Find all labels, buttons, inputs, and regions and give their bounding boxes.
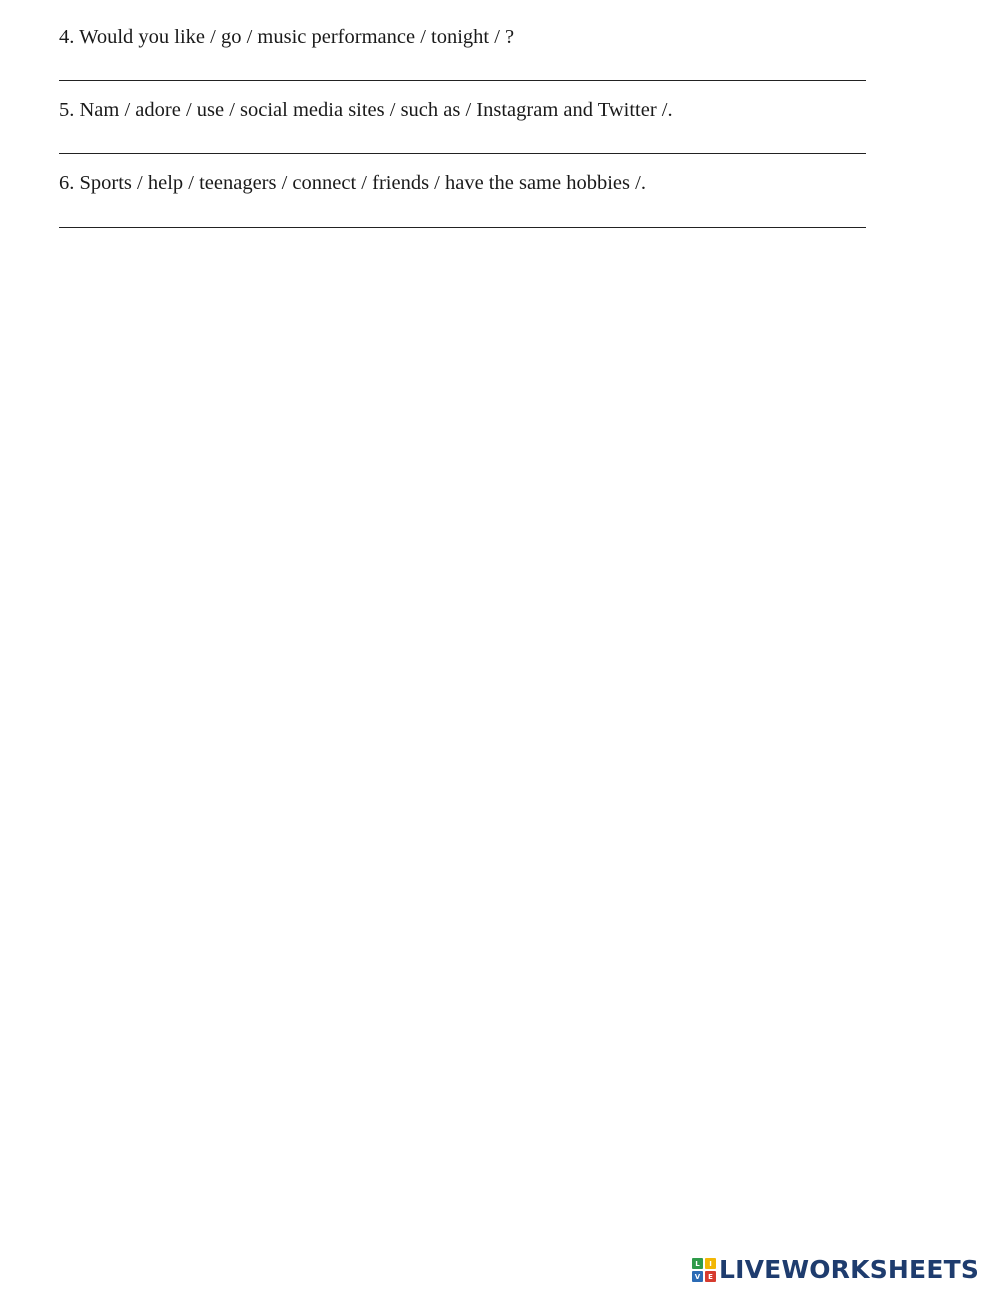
- question-4: 4. Would you like / go / music performance / tonight / ?: [59, 26, 515, 48]
- brand-name: LIVEWORKSHEETS: [719, 1255, 980, 1284]
- question-6: 6. Sports / help / teenagers / connect / friends / have the same hobbies /.: [59, 172, 646, 194]
- logo-letter-i: I: [705, 1258, 716, 1269]
- logo-letter-l: L: [692, 1258, 703, 1269]
- logo-letter-e: E: [705, 1271, 716, 1282]
- answer-line-6[interactable]: [59, 227, 866, 228]
- question-5: 5. Nam / adore / use / social media sites / such as / Instagram and Twitter /.: [59, 99, 673, 121]
- liveworksheets-logo[interactable]: [692, 1255, 979, 1285]
- answer-line-4[interactable]: [59, 80, 866, 81]
- answer-line-5[interactable]: [59, 153, 866, 154]
- liveworksheets-logo-icon: [692, 1258, 716, 1282]
- logo-letter-v: V: [692, 1271, 703, 1282]
